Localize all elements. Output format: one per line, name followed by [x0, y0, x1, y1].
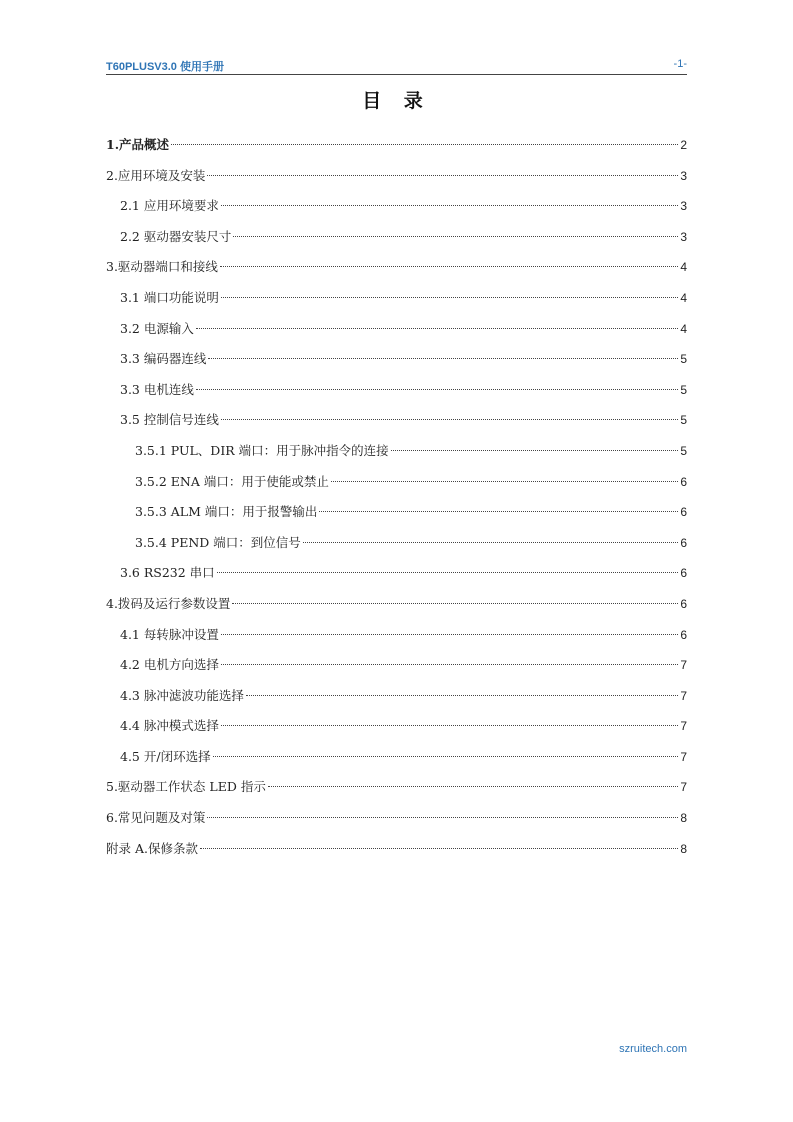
toc-entry-page: 7 [680, 719, 687, 734]
toc-entry[interactable] [106, 685, 687, 716]
toc-title: 目 录 [362, 90, 431, 112]
toc-entry[interactable] [106, 440, 687, 471]
toc-entry-page: 2 [680, 138, 687, 152]
toc-entry[interactable] [106, 409, 687, 440]
toc-dot-leader [331, 481, 678, 482]
table-of-contents [106, 134, 687, 868]
toc-entry[interactable] [106, 624, 687, 655]
toc-entry-page: 6 [680, 627, 687, 642]
toc-entry-page: 6 [680, 566, 687, 581]
toc-entry-page: 5 [680, 352, 687, 367]
toc-entry-page: 7 [680, 749, 687, 764]
toc-entry-label: 附录 A.保修条款 [106, 840, 198, 856]
toc-entry[interactable] [106, 501, 687, 532]
toc-entry[interactable] [106, 562, 687, 593]
toc-entry-label: 2.2 驱动器安装尺寸 [120, 228, 232, 244]
toc-entry-label: 3.5 控制信号连线 [120, 412, 219, 428]
toc-entry-label: 4.2 电机方向选择 [120, 657, 219, 673]
toc-entry-page: 3 [680, 168, 687, 183]
toc-dot-leader [200, 848, 678, 849]
toc-entry-label: 4.5 开/闭环选择 [120, 748, 211, 764]
toc-entry-page: 5 [680, 382, 687, 397]
toc-entry[interactable] [106, 654, 687, 685]
toc-entry-page: 7 [680, 658, 687, 673]
toc-entry-label: 3.6 RS232 串口 [120, 565, 215, 581]
toc-entry[interactable] [106, 746, 687, 777]
toc-entry-label: 3.5.1 PUL、DIR 端口：用于脉冲指令的连接 [135, 442, 389, 458]
toc-entry-page: 6 [680, 596, 687, 611]
toc-dot-leader [232, 603, 678, 604]
toc-dot-leader [208, 358, 678, 359]
toc-dot-leader [233, 236, 678, 237]
toc-entry[interactable] [106, 195, 687, 226]
toc-dot-leader [221, 725, 678, 726]
toc-entry[interactable] [106, 532, 687, 563]
toc-entry[interactable] [106, 807, 687, 838]
toc-dot-leader [207, 817, 678, 818]
toc-entry-page: 5 [680, 443, 687, 458]
manual-title: T60PLUSV3.0 使用手册 [106, 61, 224, 73]
toc-entry[interactable] [106, 348, 687, 379]
toc-entry-label: 3.驱动器端口和接线 [106, 259, 218, 275]
toc-entry-label: 3.5.3 ALM 端口：用于报警输出 [135, 504, 318, 520]
toc-entry[interactable] [106, 379, 687, 410]
toc-entry-page: 8 [680, 811, 687, 826]
page-number: -1- [673, 58, 687, 70]
toc-entry-page: 3 [680, 199, 687, 214]
toc-dot-leader [391, 450, 679, 451]
toc-entry-page: 7 [680, 688, 687, 703]
toc-dot-leader [319, 511, 678, 512]
toc-dot-leader [246, 695, 678, 696]
toc-entry-label: 1.产品概述 [106, 137, 170, 152]
toc-dot-leader [303, 542, 679, 543]
toc-entry-label: 4.3 脉冲滤波功能选择 [120, 687, 244, 703]
toc-entry-page: 5 [680, 413, 687, 428]
toc-entry-page: 3 [680, 229, 687, 244]
toc-dot-leader [207, 175, 678, 176]
toc-entry-label: 2.1 应用环境要求 [120, 198, 219, 214]
toc-entry-label: 5.驱动器工作状态 LED 指示 [106, 779, 266, 795]
toc-entry-page: 8 [680, 841, 687, 856]
toc-dot-leader [171, 144, 678, 145]
toc-entry-page: 6 [680, 474, 687, 489]
toc-entry-label: 6.常见问题及对策 [106, 810, 206, 826]
toc-dot-leader [221, 205, 678, 206]
toc-entry-page: 6 [680, 535, 687, 550]
toc-entry-label: 3.5.2 ENA 端口：用于使能或禁止 [135, 473, 329, 489]
toc-entry-label: 2.应用环境及安装 [106, 167, 206, 183]
toc-entry-label: 3.1 端口功能说明 [120, 289, 219, 305]
toc-entry[interactable] [106, 776, 687, 807]
toc-entry-label: 3.2 电源输入 [120, 320, 194, 336]
toc-entry[interactable] [106, 165, 687, 196]
toc-entry[interactable] [106, 287, 687, 318]
toc-entry[interactable] [106, 226, 687, 257]
toc-entry[interactable] [106, 471, 687, 502]
toc-dot-leader [221, 297, 678, 298]
toc-entry-label: 4.4 脉冲模式选择 [120, 718, 219, 734]
toc-dot-leader [196, 328, 678, 329]
toc-entry-page: 4 [680, 260, 687, 275]
toc-entry[interactable] [106, 256, 687, 287]
toc-dot-leader [268, 786, 678, 787]
toc-dot-leader [220, 266, 678, 267]
toc-dot-leader [196, 389, 678, 390]
toc-entry[interactable] [106, 715, 687, 746]
toc-entry-page: 4 [680, 321, 687, 336]
footer-website: szruitech.com [619, 1043, 687, 1055]
toc-entry[interactable] [106, 838, 687, 869]
toc-entry-label: 3.3 编码器连线 [120, 351, 207, 367]
toc-entry-label: 4.1 每转脉冲设置 [120, 626, 219, 642]
toc-entry-label: 4.拨码及运行参数设置 [106, 595, 231, 611]
page-header [106, 58, 687, 75]
toc-dot-leader [221, 664, 678, 665]
toc-entry[interactable] [106, 593, 687, 624]
toc-dot-leader [217, 572, 679, 573]
toc-entry[interactable] [106, 318, 687, 349]
toc-entry-label: 3.3 电机连线 [120, 381, 194, 397]
toc-dot-leader [213, 756, 679, 757]
toc-entry-page: 6 [680, 505, 687, 520]
toc-entry-page: 4 [680, 290, 687, 305]
toc-entry-label: 3.5.4 PEND 端口：到位信号 [135, 534, 301, 550]
toc-dot-leader [221, 634, 678, 635]
toc-entry-page: 7 [680, 780, 687, 795]
toc-entry[interactable] [106, 134, 687, 165]
toc-dot-leader [221, 419, 678, 420]
